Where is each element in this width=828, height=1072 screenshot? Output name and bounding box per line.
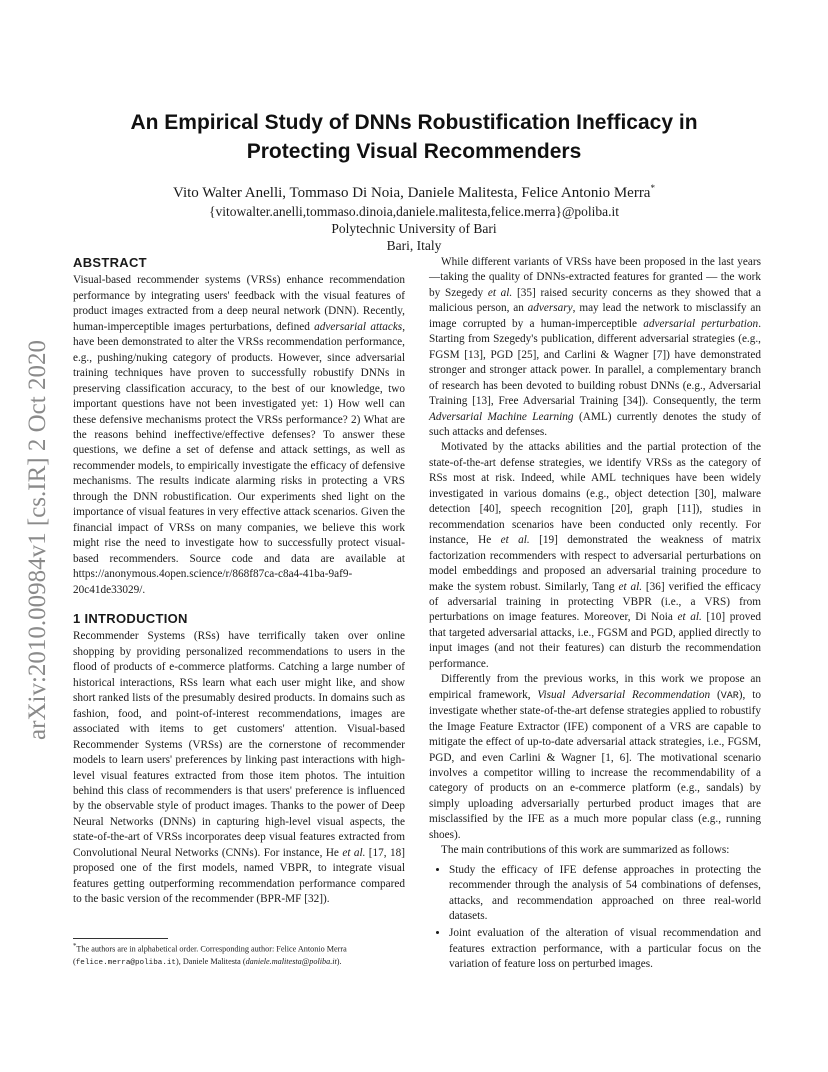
list-item: • Study the efficacy of IFE defense approaches in protecting the recommender through the analysis of 54 combinations of defenses, attacks, and recommendation approached on three real-world datasets. [449, 863, 761, 925]
arxiv-identifier: arXiv:2010.00984v1 [cs.IR] 2 Oct 2020 [24, 340, 51, 740]
author-block [80, 179, 748, 254]
intro-paragraph-3: Motivated by the attacks abilities and the partial protection of the state-of-the-art defense strategies, we identify VRSs as the category of RSs most at risk. Indeed, while AML techniques have been widely investigated in various domains (e.g., object detection [30], malware detection [40], speech recognition [20], graph [11]), studies in recommendation scenarios have been conducted only recently. For instance, He et al. [19] demonstrated the weakness of matrix factorization recommenders with respect to adversarial perturbations on model embeddings and proposed an adversarial training procedure to make the system robust. Similarly, Tang et al. [36] verified the efficacy of adversarial training in protecting VBPR (i.e., a VRS) from perturbations on image features. Moreover, Di Noia et al. [10] proved that targeted adversarial attacks, i.e., FGSM and PGD, applied directly to input images (and not their features) can disturb the recommendation performance. [429, 441, 761, 670]
abstract-text: Visual-based recommender systems (VRSs) enhance recommendation performance by integrating users' feedback with the visual features of product images extracted from a deep neural network (DNN). Recently, human-imperceptible images perturbations, defined adversarial attacks, have been demonstrated to alter the VRSs recommendation performance, e.g., pushing/nuking category of products. However, since adversarial training techniques have proven to successfully robustify DNNs in preserving classification accuracy, to the best of our knowledge, two important questions have not been investigated yet: 1) How well can these defensive mechanisms protect the VRSs performance? 2) What are the reasons behind ineffective/effective defenses? To answer these questions, we define a set of defense and attack settings, as well as recommender models, to empirically investigate the efficacy of defensive mechanisms. The results indicate alarming risks in protecting a VRS through the DNN robustification. Our experiments shed light on the importance of visual features in very effective attack scenarios. Given the financial impact of VRSs on many companies, we believe this work might rise the need to investigate how to successfully protect visual-based recommenders. Source code and data are available at https://anonymous.4open.science/r/868f87ca-c8a4-41ba-9af9-20c41de33029/. [73, 274, 405, 596]
arxiv-sidebar [8, 290, 68, 790]
intro-paragraph-1: Recommender Systems (RSs) have terrifically taken over online shopping by providing personalized recommendations to users in the flood of products of e-commerce platforms. Catching a large number of historical interactions, RSs learn what each user might like, and show short ranked lists of the presumably desired products. In domains such as fashion, food, and point-of-interest recommendations, images are associated with items to get customers' attention. Visual-based Recommender Systems (VRSs) are the cornerstone of recommender models to learn users' preferences by linking past interactions with high-level visual features extracted from those item photos. The intuition behind this class of recommenders is that users' preference is influenced by the observable style of product images. Thanks to the power of Deep Neural Networks (DNNs) in capturing high-level visual aspects, the state-of-the-art of VRSs incorporates deep visual features extracted from Convolutional Neural Networks (CNNs). For instance, He et al. [17, 18] proposed one of the first models, named VBPR, to integrate visual features getting outperforming recommendation performance compared to the basic version of the recommender (BPR-MF [32]). [73, 630, 405, 906]
footnote-email: felice.merra@poliba.it [75, 958, 176, 967]
author-footnote-mark: * [650, 183, 655, 193]
footnote-email: daniele.malitesta@poliba.it [245, 956, 337, 966]
left-column [73, 255, 405, 908]
abstract-heading: ABSTRACT [73, 255, 147, 270]
intro-paragraph-4: Differently from the previous works, in this work we propose an empirical framework, Visual Adversarial Recommendation (VAR), to investigate whether state-of-the-art defense strategies applied to robustify the Image Feature Extractor (IFE) component of a VRS are capable to mitigate the effect of up-to-date adversarial attack strategies, i.e., FGSM, PGD, and even Carlini & Wagner [1, 6]. The motivational scenario involves a competitor willing to increase the recommendability of a category of products on an e-commerce platform (e.g., sandals) by simply uploading adversarially perturbed product images that are misclassified by the IFE as a much more popular class (e.g., running shoes). [429, 673, 761, 841]
right-column [429, 255, 761, 975]
title-line-2: Protecting Visual Recommenders [246, 140, 582, 163]
contributions-intro: The main contributions of this work are summarized as follows: [441, 844, 730, 857]
intro-paragraph-2: While different variants of VRSs have been proposed in the last years —taking the quality of DNNs-extracted features for granted — the work by Szegedy et al. [35] raised security concerns as they showed that a malicious person, an adversary, may lead the network to misclassify an image corrupted by a human-imperceptible adversarial perturbation. Starting from Szegedy's publication, different adversarial strategies (e.g., FGSM [13], PGD [25], and Carlini & Wagner [7]) have demonstrated stronger and stronger attack power. In parallel, a complementary branch of research has been devoted to building robust DNNs (e.g., Adversarial Training [13], Free Adversarial Training [34]). Consequently, the term Adversarial Machine Learning (AML) currently denotes the study of such attacks and defenses. [429, 256, 762, 438]
author-names: Vito Walter Anelli, Tommaso Di Noia, Daniele Malitesta, Felice Antonio Merra* [173, 183, 655, 201]
footnote-divider [73, 938, 168, 939]
list-item: • Joint evaluation of the alteration of visual recommendation and features extraction performance, with a particular focus on the variation of feature loss on perturbed images. [449, 926, 761, 972]
footnote: *The authors are in alphabetical order. Corresponding author: Felice Antonio Merra (felice.merra@poliba.it), Daniele Malitesta (daniele.malitesta@poliba.it). [73, 943, 347, 967]
author-affiliation: Polytechnic University of Bari [331, 221, 497, 236]
author-emails: {vitowalter.anelli,tommaso.dinoia,daniele.malitesta,felice.merra}@poliba.it [208, 204, 619, 219]
introduction-heading: 1 INTRODUCTION [73, 610, 188, 626]
contributions-list [429, 863, 761, 973]
author-location: Bari, Italy [386, 238, 442, 253]
paper-title [80, 108, 748, 166]
title-line-1: An Empirical Study of DNNs Robustification Inefficacy in [130, 111, 698, 134]
